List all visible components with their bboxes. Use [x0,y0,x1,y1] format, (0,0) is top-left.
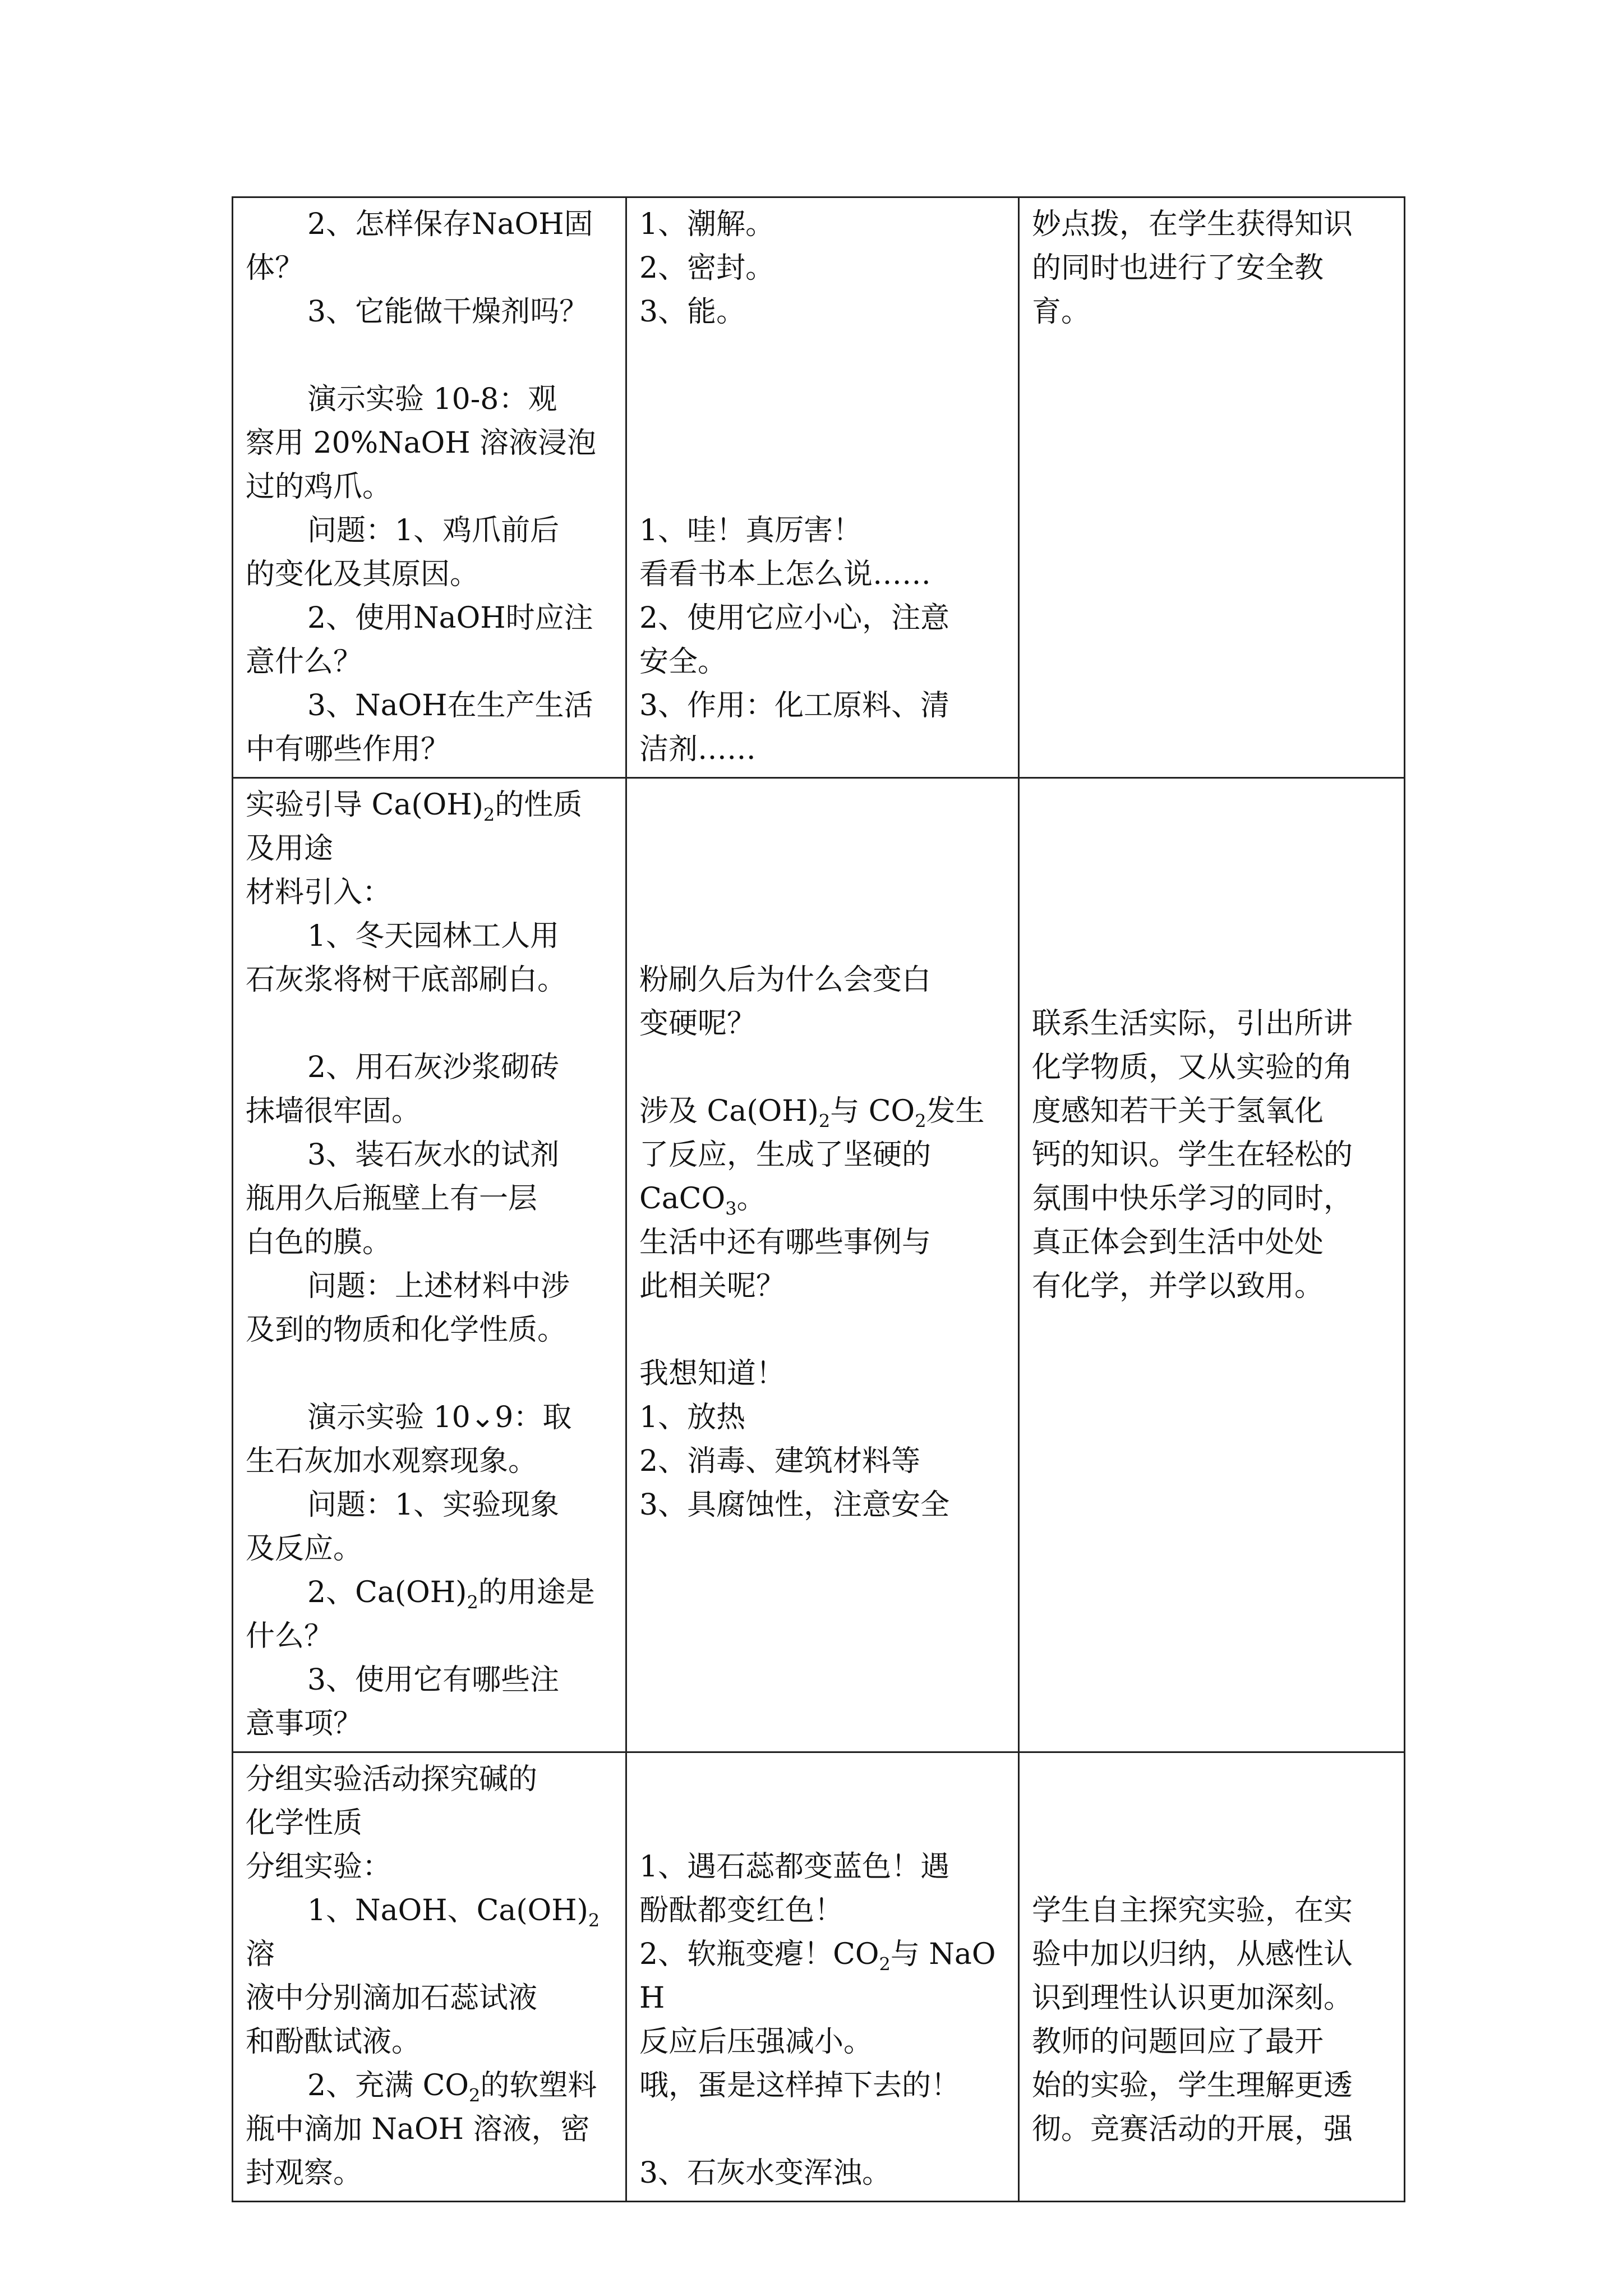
text-line [246,1352,613,1396]
text-line: 石灰浆将树干底部刷白。 [246,963,567,997]
text-line: 3、使用它有哪些注 [307,1663,560,1697]
design-intent-cell [1019,778,1405,1752]
text-line: 真正体会到生活中处处 [1032,1226,1324,1259]
text-line: 抹墙很牢固。 [246,1094,421,1128]
text-line: 我想知道！ [639,1357,786,1391]
text-line: 察用 20%NaOH 溶液浸泡 [246,426,597,460]
text-line: 彻。竞赛活动的开展，强 [1032,2113,1353,2146]
text-line [639,378,1006,421]
text-line: 2、使用NaOH时应注 [307,601,593,635]
lesson-plan-body [233,197,1405,2202]
text-line: 问题：上述材料中涉 [307,1269,570,1303]
text-line: 涉及 $Ca(OH)_2$与 $CO_2$发生 [639,1094,985,1132]
text-line [1032,827,1391,871]
text-line: 2、怎样保存NaOH固 [307,208,593,241]
text-line: 1、哇！真厉害！ [639,514,863,547]
text-line: 实验引导 $Ca(OH)_2$的性质 [246,788,583,826]
text-line: 识到理性认识更加深刻。 [1032,1981,1353,2015]
text-line [639,827,1006,871]
text-line: 及用途 [246,832,334,866]
text-line: 氛围中快乐学习的同时， [1032,1182,1353,1216]
text-line: 验中加以归纳，从感性认 [1032,1938,1353,1971]
subscript: 2 [879,1953,891,1975]
subscript: 2 [483,804,495,826]
text-line: 白色的膜。 [246,1226,392,1259]
text-line: 2、消毒、建筑材料等 [639,1444,921,1478]
text-line: 2、$Ca(OH)_2$的用途是 [307,1576,595,1613]
text-line [246,334,613,378]
text-line: 封观察。 [246,2156,363,2190]
text-line [1032,1801,1391,1845]
student-activity-cell [626,778,1019,1752]
text-line: 2、密封。 [639,251,775,285]
text-line: 演示实验 10⌄9：取 [307,1401,572,1434]
text-line: 1、冬天园林工人用 [307,919,560,953]
text-line: 中有哪些作用？ [246,733,450,766]
text-line: 有化学，并学以致用。 [1032,1269,1324,1303]
text-line: 学生自主探究实验，在实 [1032,1894,1353,1927]
text-line: 2、用石灰沙浆砌砖 [307,1051,560,1084]
text-line: 意事项？ [246,1707,363,1741]
text-line: 1、潮解。 [639,208,775,241]
text-line: 3、石灰水变浑浊。 [639,2156,892,2190]
text-line [246,1002,613,1046]
text-line: 及反应。 [246,1532,363,1566]
text-line: 2、充满 $CO_2$的软塑料 [307,2069,597,2106]
table-row [233,1752,1405,2202]
text-line: 和酚酞试液。 [246,2025,421,2059]
text-line: 教师的问题回应了最开 [1032,2025,1324,2059]
subscript: 2 [588,1910,600,1931]
text-line: 问题：1、实验现象 [307,1488,560,1522]
text-line [639,914,1006,958]
text-line [1032,871,1391,914]
text-line: 哦，蛋是这样掉下去的！ [639,2069,961,2102]
text-line [639,334,1006,378]
text-line [639,783,1006,827]
text-line: CaCO$_3$。 [639,1182,766,1220]
text-line: 液中分别滴加石蕊试液 [246,1981,538,2015]
text-line: 1、遇石蕊都变蓝色！遇 [639,1850,950,1884]
text-line: 问题：1、鸡爪前后 [307,514,560,547]
text-line: 分组实验活动探究碱的 [246,1763,538,1796]
subscript: 2 [818,1110,831,1132]
text-line: 瓶用久后瓶壁上有一层 [246,1182,538,1216]
text-line: 3、NaOH在生产生活 [307,689,593,723]
text-line: 粉刷久后为什么会变白 [639,963,932,997]
student-activity-cell [626,1752,1019,2202]
text-line [639,2108,1006,2151]
table-row [233,197,1405,778]
subscript: 2 [467,1591,478,1613]
teacher-activity-cell [233,1752,626,2202]
table-row [233,778,1405,1752]
teacher-activity-cell [233,197,626,778]
text-line: 度感知若干关于氢氧化 [1032,1094,1324,1128]
text-line: 材料引入： [246,876,392,909]
text-line: 安全。 [639,645,727,679]
text-line: 分组实验： [246,1850,392,1884]
text-line: 的同时也进行了安全教 [1032,251,1324,285]
text-line: 2、使用它应小心，注意 [639,601,950,635]
text-line: 看看书本上怎么说…… [639,558,932,591]
text-line [639,1801,1006,1845]
text-line: 体？ [246,251,305,285]
text-line: 2、软瓶变瘪！$CO_2$与 NaOH [639,1938,996,2015]
text-line: 过的鸡爪。 [246,470,392,504]
subscript: 3 [725,1198,737,1220]
text-line: 生活中还有哪些事例与 [639,1226,932,1259]
text-line: 始的实验，学生理解更透 [1032,2069,1353,2102]
text-line: 1、放热 [639,1401,746,1434]
text-line: 演示实验 10-8：观 [307,383,557,416]
text-line: 的变化及其原因。 [246,558,479,591]
text-line: 育。 [1032,295,1091,329]
design-intent-cell [1019,197,1405,778]
text-line: 意什么？ [246,645,363,679]
text-line: 酚酞都变红色！ [639,1894,844,1927]
text-line: 变硬呢？ [639,1007,757,1041]
text-line [639,465,1006,509]
lesson-plan-table [232,196,1405,2202]
text-line: 3、能。 [639,295,746,329]
text-line: 及到的物质和化学性质。 [246,1313,567,1347]
text-line: 3、装石灰水的试剂 [307,1138,560,1172]
text-line: 3、作用：化工原料、清 [639,689,950,723]
text-line [1032,1845,1391,1889]
text-line [639,1757,1006,1801]
text-line: 化学性质 [246,1806,363,1840]
text-line: 瓶中滴加 NaOH 溶液，密 [246,2113,590,2146]
text-line [1032,783,1391,827]
text-line [639,421,1006,465]
text-line: 3、具腐蚀性，注意安全 [639,1488,950,1522]
text-line: 1、NaOH、$Ca(OH)_2$溶 [246,1894,600,1971]
text-line [1032,1757,1391,1801]
text-line: 妙点拨，在学生获得知识 [1032,208,1353,241]
text-line [1032,914,1391,958]
text-line: 了反应，生成了坚硬的 [639,1138,932,1172]
text-line: 3、它能做干燥剂吗？ [307,295,589,329]
text-line [639,1046,1006,1089]
text-line: 生石灰加水观察现象。 [246,1444,538,1478]
design-intent-cell [1019,1752,1405,2202]
teacher-activity-cell [233,778,626,1752]
text-line: 什么？ [246,1619,334,1653]
text-line: 反应后压强减小。 [639,2025,873,2059]
text-line: 联系生活实际，引出所讲 [1032,1007,1353,1041]
text-line: 化学物质，又从实验的角 [1032,1051,1353,1084]
subscript: 2 [915,1110,926,1132]
subscript: 2 [469,2085,481,2106]
text-line: 钙的知识。学生在轻松的 [1032,1138,1353,1172]
student-activity-cell [626,197,1019,778]
text-line [639,1308,1006,1352]
text-line [639,871,1006,914]
text-line: 洁剂…… [639,733,757,766]
text-line: 此相关呢？ [639,1269,786,1303]
text-line [1032,958,1391,1002]
